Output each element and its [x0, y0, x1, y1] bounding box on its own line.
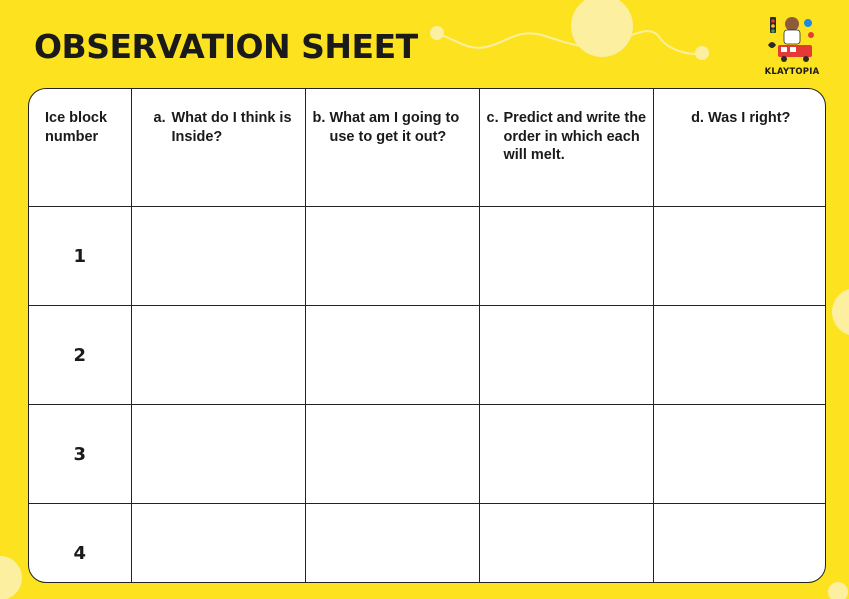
- table-row: [29, 306, 826, 405]
- observation-table: [29, 89, 826, 583]
- answer-cell-inside[interactable]: [131, 405, 305, 504]
- header-what-inside: a. What do I think is Inside?: [131, 89, 305, 207]
- row-number: 3: [29, 405, 131, 504]
- answer-cell-inside[interactable]: [131, 306, 305, 405]
- large-circle-decoration: [571, 0, 633, 57]
- table-header-row: [29, 89, 826, 207]
- table-row: [29, 207, 826, 306]
- answer-cell-tool[interactable]: [305, 504, 479, 584]
- answer-cell-tool[interactable]: [305, 207, 479, 306]
- brand-name: KLAYTOPIA: [764, 67, 820, 77]
- bottom-left-circle-decoration: [0, 556, 22, 599]
- table-row: [29, 405, 826, 504]
- answer-cell-was-right[interactable]: [653, 504, 826, 584]
- answer-cell-was-right[interactable]: [653, 306, 826, 405]
- answer-cell-was-right[interactable]: [653, 405, 826, 504]
- squiggle-line-decoration: [437, 31, 702, 54]
- header-ice-block-number: Ice block number: [29, 89, 131, 207]
- bottom-right-circle-decoration: [828, 582, 848, 599]
- observation-table-card: [28, 88, 826, 583]
- row-number: 2: [29, 306, 131, 405]
- row-number: 1: [29, 207, 131, 306]
- answer-cell-tool[interactable]: [305, 405, 479, 504]
- answer-cell-melt-order[interactable]: [479, 306, 653, 405]
- answer-cell-melt-order[interactable]: [479, 504, 653, 584]
- answer-cell-inside[interactable]: [131, 504, 305, 584]
- header-tool-to-get-out: b. What am I going to use to get it out?: [305, 89, 479, 207]
- header-predict-melt-order: c. Predict and write the order in which each will melt.: [479, 89, 653, 207]
- brand-logo: [764, 15, 820, 77]
- page-title: OBSERVATION SHEET: [34, 27, 418, 66]
- answer-cell-tool[interactable]: [305, 306, 479, 405]
- right-edge-circle-decoration: [832, 288, 849, 336]
- logo-illustration-icon: [764, 15, 820, 65]
- header-was-i-right: d. Was I right?: [653, 89, 826, 207]
- answer-cell-melt-order[interactable]: [479, 405, 653, 504]
- row-number: 4: [29, 504, 131, 584]
- answer-cell-inside[interactable]: [131, 207, 305, 306]
- answer-cell-melt-order[interactable]: [479, 207, 653, 306]
- table-row: [29, 504, 826, 584]
- answer-cell-was-right[interactable]: [653, 207, 826, 306]
